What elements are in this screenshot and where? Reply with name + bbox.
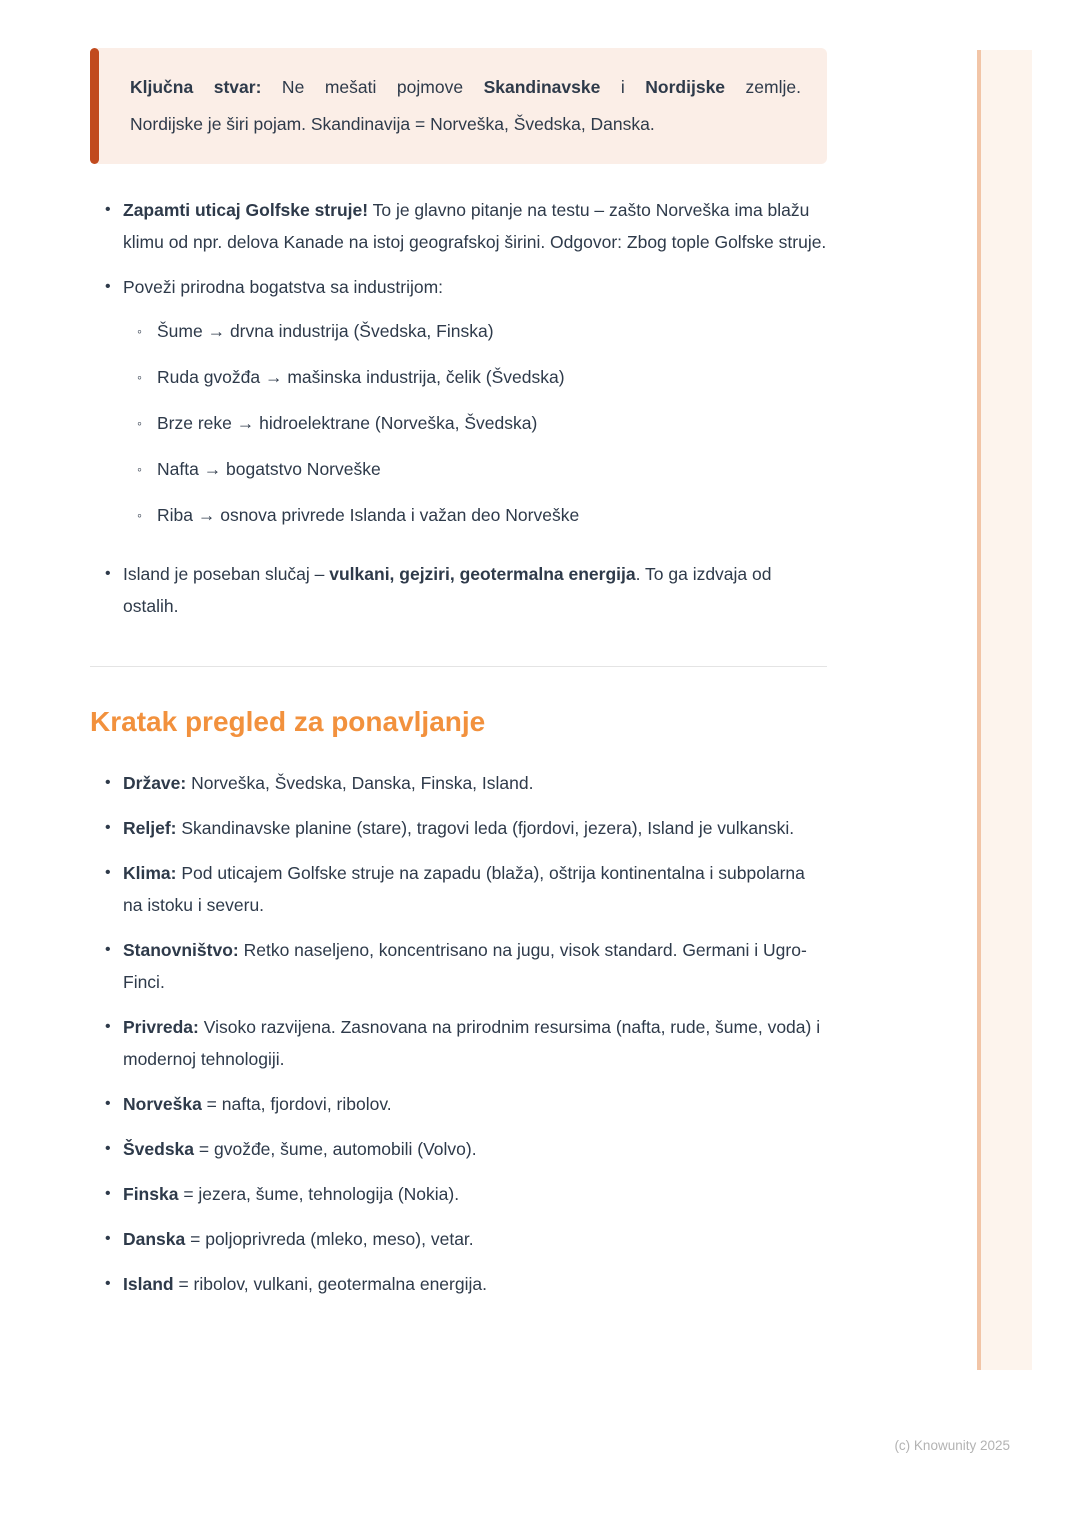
- list-item: [90, 857, 827, 921]
- bullet-icon: •: [105, 1140, 111, 1157]
- callout-accent-bar: [90, 48, 99, 164]
- circle-bullet-icon: ◦: [137, 369, 142, 385]
- list-item-text: Finska = jezera, šume, tehnologija (Nokia).: [123, 1184, 460, 1204]
- sub-list-item: ◦ Riba → osnova privrede Islanda i važan deo Norveške: [123, 499, 827, 531]
- circle-bullet-icon: ◦: [137, 507, 142, 523]
- list-item-text: Zapamti uticaj Golfske struje! To je glavno pitanje na testu – zašto Norveška ima blažu klimu od npr. delova Kanade na istoj geografskoj širini. Odgovor: Zbog tople Golfske struje.: [123, 200, 827, 252]
- list-item: [90, 558, 827, 622]
- bullet-icon: •: [105, 565, 111, 582]
- list-item: [90, 812, 827, 844]
- list-item-text: Danska = poljoprivreda (mleko, meso), vetar.: [123, 1229, 474, 1249]
- list-item-text: Klima: Pod uticajem Golfske struje na zapadu (blaža), oštrija kontinentalna i subpolarna na istoku i severu.: [123, 863, 805, 915]
- list-item: [90, 1223, 827, 1255]
- list-item-text: Island je poseban slučaj – vulkani, gejziri, geotermalna energija. To ga izdvaja od ostalih.: [123, 564, 772, 616]
- bullet-icon: •: [105, 1275, 111, 1292]
- section-heading: Kratak pregled za ponavljanje: [90, 706, 486, 737]
- sub-list-item: ◦ Nafta → bogatstvo Norveške: [123, 453, 827, 485]
- bullet-icon: •: [105, 819, 111, 836]
- sub-list: [123, 315, 827, 531]
- list-item-text: Privreda: Visoko razvijena. Zasnovana na prirodnim resursima (nafta, rude, šume, voda) i modernoj tehnologiji.: [123, 1017, 821, 1069]
- document-page: [90, 48, 827, 1313]
- section-divider: [90, 666, 827, 667]
- list-item: [90, 767, 827, 799]
- callout-bold-term-2: Nordijske: [645, 77, 726, 97]
- list-item-text: Države: Norveška, Švedska, Danska, Finska, Island.: [123, 773, 534, 793]
- list-item-text: Reljef: Skandinavske planine (stare), tragovi leda (fjordovi, jezera), Island je vulkanski.: [123, 818, 795, 838]
- sub-list-item: ◦ Ruda gvožđa → mašinska industrija, čelik (Švedska): [123, 361, 827, 393]
- page-margin-strip: [977, 50, 1032, 1370]
- bullet-icon: •: [105, 1095, 111, 1112]
- list-item: [90, 1011, 827, 1075]
- bullet-icon: •: [105, 864, 111, 881]
- sub-list-item: ◦ Šume → drvna industrija (Švedska, Finska): [123, 315, 827, 347]
- callout-bold-lead: Ključna stvar:: [130, 77, 262, 97]
- list-item: [90, 1178, 827, 1210]
- list-item-text: Norveška = nafta, fjordovi, ribolov.: [123, 1094, 392, 1114]
- list-item: [90, 934, 827, 998]
- key-point-callout: [90, 48, 827, 164]
- bullet-icon: •: [105, 201, 111, 218]
- bullet-icon: •: [105, 278, 111, 295]
- sub-list-item: ◦ Brze reke → hidroelektrane (Norveška, Švedska): [123, 407, 827, 439]
- callout-line-1: Ključna stvar: Ne mešati pojmove Skandinavske i Nordijske zemlje.: [130, 77, 801, 97]
- list-item-text: Island = ribolov, vulkani, geotermalna energija.: [123, 1274, 487, 1294]
- review-list: [90, 767, 827, 1300]
- list-item: [90, 194, 827, 258]
- circle-bullet-icon: ◦: [137, 461, 142, 477]
- list-item: [90, 1088, 827, 1120]
- list-item: [90, 1133, 827, 1165]
- list-item-text: Stanovništvo: Retko naseljeno, koncentrisano na jugu, visok standard. Germani i Ugro-Finci.: [123, 940, 807, 992]
- bullet-icon: •: [105, 774, 111, 791]
- callout-bold-term-1: Skandinavske: [483, 77, 601, 97]
- copyright-text: (c) Knowunity 2025: [894, 1438, 1010, 1453]
- bullet-icon: •: [105, 1018, 111, 1035]
- list-item-text: Poveži prirodna bogatstva sa industrijom: ◦ Šume → drvna industrija (Švedska, Finska) ◦ Ruda gvožđa → mašinska industrija, čelik (Švedska) ◦ Brze reke → hidroelektrane (Norveška, Švedska) ◦ Nafta → bogatstvo Norveške ◦ Riba → osnova privrede Islanda i važan deo Norveške: [123, 271, 827, 545]
- list-item-text: Švedska = gvožđe, šume, automobili (Volvo).: [123, 1139, 477, 1159]
- bullet-icon: •: [105, 941, 111, 958]
- notes-list: [90, 194, 827, 622]
- list-item: [90, 1268, 827, 1300]
- circle-bullet-icon: ◦: [137, 323, 142, 339]
- circle-bullet-icon: ◦: [137, 415, 142, 431]
- list-item: [90, 271, 827, 545]
- bullet-icon: •: [105, 1230, 111, 1247]
- bullet-icon: •: [105, 1185, 111, 1202]
- callout-line-2: Nordijske je širi pojam. Skandinavija = Norveška, Švedska, Danska.: [130, 114, 655, 134]
